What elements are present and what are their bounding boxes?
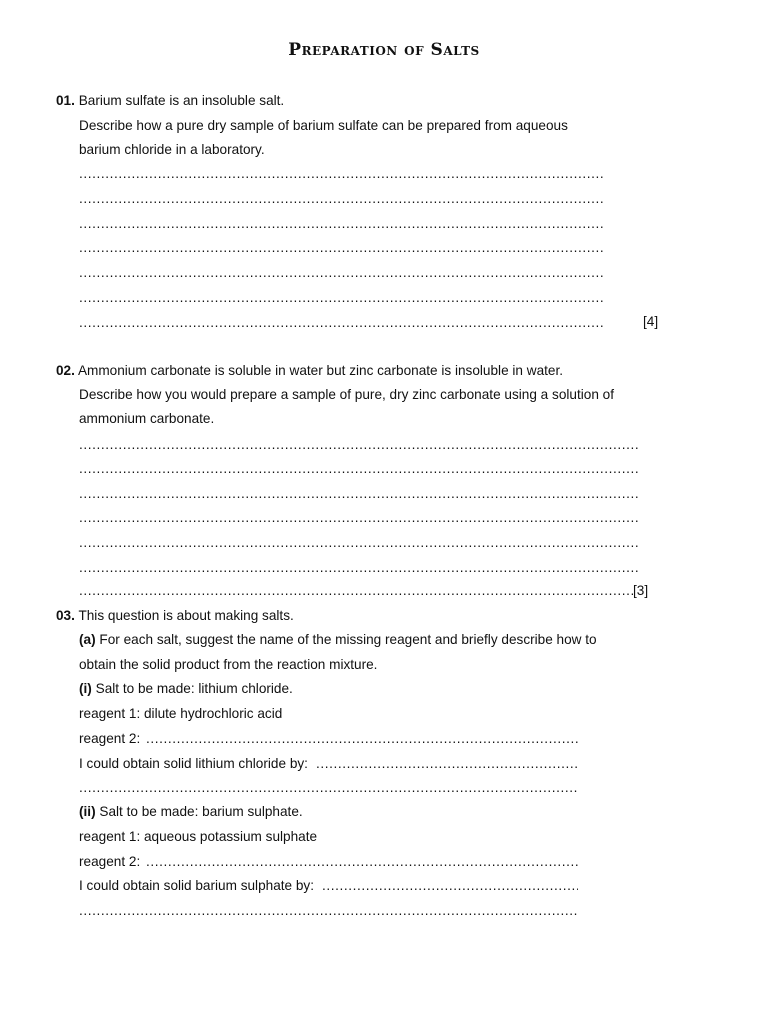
answer-line[interactable]	[79, 166, 605, 182]
part-ii-description: Salt to be made: barium sulphate.	[99, 804, 303, 819]
part-i-description: Salt to be made: lithium chloride.	[95, 681, 293, 696]
question-1-line-2: Describe how a pure dry sample of barium sulfate can be prepared from aqueous	[79, 118, 568, 133]
answer-line[interactable]	[79, 903, 579, 919]
answer-line[interactable]	[79, 437, 639, 453]
answer-line[interactable]	[79, 191, 605, 207]
part-ii-obtain-answer-line[interactable]	[322, 878, 578, 894]
answer-line[interactable]	[79, 560, 639, 576]
part-ii-reagent-2-label: reagent 2:	[79, 854, 141, 869]
question-1-line-3: barium chloride in a laboratory.	[79, 142, 265, 157]
answer-line[interactable]	[79, 510, 639, 526]
part-a-description: For each salt, suggest the name of the missing reagent and briefly describe how to	[99, 632, 597, 647]
question-1-marks: [4]	[643, 314, 659, 329]
page-title: Preparation of Salts	[288, 40, 480, 60]
answer-line[interactable]	[79, 583, 633, 599]
question-2-marks: [3]	[633, 583, 649, 598]
question-2-line-2: Describe how you would prepare a sample of pure, dry zinc carbonate using a solution of	[79, 387, 614, 402]
part-ii-text	[79, 804, 303, 820]
part-a-label: (a)	[79, 632, 96, 647]
answer-line[interactable]	[79, 461, 639, 477]
question-2-number: 02.	[56, 363, 75, 378]
part-i-obtain-label: I could obtain solid lithium chloride by:	[79, 756, 308, 771]
answer-line[interactable]	[79, 486, 639, 502]
part-ii-reagent-1: reagent 1: aqueous potassium sulphate	[79, 829, 318, 844]
question-1-number: 01.	[56, 93, 75, 108]
question-1-text: Barium sulfate is an insoluble salt.	[78, 93, 285, 108]
part-ii-obtain-label: I could obtain solid barium sulphate by:	[79, 878, 315, 893]
part-i-label: (i)	[79, 681, 92, 696]
part-a-line-2: obtain the solid product from the reaction mixture.	[79, 657, 378, 672]
part-ii-reagent-2-answer-line[interactable]	[146, 854, 579, 870]
answer-line[interactable]	[79, 240, 605, 256]
part-i-text	[79, 681, 293, 697]
answer-line[interactable]	[79, 265, 605, 281]
part-i-reagent-1: reagent 1: dilute hydrochloric acid	[79, 706, 283, 721]
part-i-reagent-2-answer-line[interactable]	[146, 731, 579, 747]
question-2-header	[56, 363, 563, 379]
answer-line[interactable]	[79, 315, 605, 331]
question-2-text: Ammonium carbonate is soluble in water but zinc carbonate is insoluble in water.	[77, 363, 564, 378]
answer-line[interactable]	[79, 780, 579, 796]
part-i-reagent-2-label: reagent 2:	[79, 731, 141, 746]
question-3-header	[56, 608, 294, 624]
part-ii-label: (ii)	[79, 804, 96, 819]
part-a-text	[79, 632, 597, 648]
part-i-obtain-answer-line[interactable]	[316, 756, 578, 772]
answer-line[interactable]	[79, 216, 605, 232]
question-3-text: This question is about making salts.	[78, 608, 294, 623]
answer-line[interactable]	[79, 290, 605, 306]
answer-line[interactable]	[79, 535, 639, 551]
question-2-line-3: ammonium carbonate.	[79, 411, 215, 426]
question-1-header	[56, 93, 284, 109]
question-3-number: 03.	[56, 608, 75, 623]
